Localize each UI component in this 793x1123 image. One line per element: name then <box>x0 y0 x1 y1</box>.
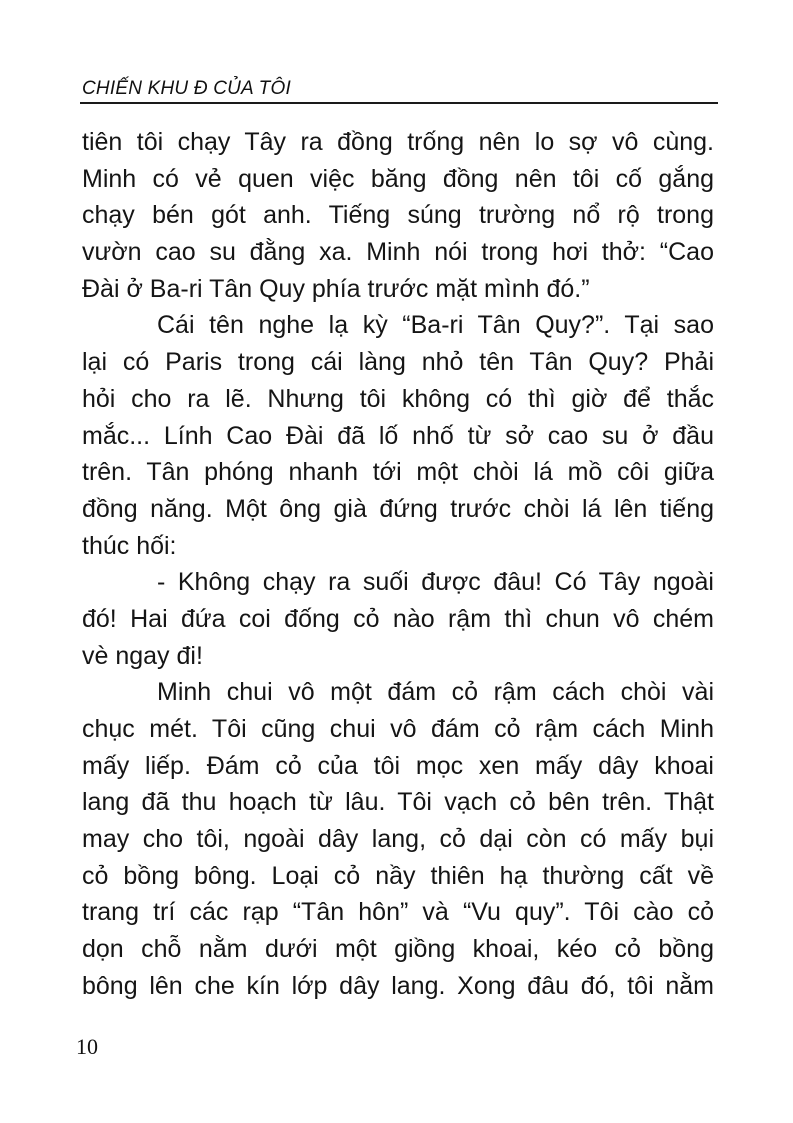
body-text <box>82 124 714 1005</box>
text-line: - Không chạy ra suối được đâu! Có Tây ngoài <box>157 568 714 597</box>
text-line: thúc hối: <box>82 531 177 560</box>
text-line: vè ngay đi! <box>82 641 203 670</box>
text-line: Cái tên nghe lạ kỳ “Ba-ri Tân Quy?”. Tại sao <box>157 311 714 340</box>
text-line: lại có Paris trong cái làng nhỏ tên Tân Quy? Phải <box>82 348 714 377</box>
text-line: đồng năng. Một ông già đứng trước chòi lá lên tiếng <box>82 494 714 523</box>
text-line: cỏ bồng bông. Loại cỏ nầy thiên hạ thường cất về <box>82 861 714 890</box>
page-number: 10 <box>76 1034 98 1059</box>
text-line: chạy bén gót anh. Tiếng súng trường nổ rộ trong <box>82 201 714 230</box>
text-line: dọn chỗ nằm dưới một giồng khoai, kéo cỏ bồng <box>82 935 714 964</box>
text-line: lang đã thu hoạch từ lâu. Tôi vạch cỏ bên trên. Thật <box>82 788 714 817</box>
text-line: Đài ở Ba-ri Tân Quy phía trước mặt mình đó.” <box>82 274 590 303</box>
text-line: tiên tôi chạy Tây ra đồng trống nên lo sợ vô cùng. <box>82 128 714 156</box>
running-head-title: CHIẾN KHU Đ CỦA TÔI <box>82 78 291 99</box>
text-line: trên. Tân phóng nhanh tới một chòi lá mồ côi giữa <box>82 458 714 487</box>
text-line: bông lên che kín lớp dây lang. Xong đâu đó, tôi nằm <box>82 971 714 1000</box>
text-line: đó! Hai đứa coi đống cỏ nào rậm thì chun vô chém <box>82 604 714 633</box>
text-line: Minh có vẻ quen việc băng đồng nên tôi cố gắng <box>82 164 714 193</box>
text-line: chục mét. Tôi cũng chui vô đám cỏ rậm cách Minh <box>82 715 714 743</box>
text-line: mắc... Lính Cao Đài đã lố nhố từ sở cao su ở đầu <box>82 421 714 450</box>
text-line: Minh chui vô một đám cỏ rậm cách chòi vài <box>157 678 714 707</box>
text-line: trang trí các rạp “Tân hôn” và “Vu quy”. Tôi cào cỏ <box>82 898 714 927</box>
header-rule <box>80 102 718 104</box>
text-line: vườn cao su đằng xa. Minh nói trong hơi thở: “Cao <box>82 238 714 267</box>
text-line: may cho tôi, ngoài dây lang, cỏ dại còn có mấy bụi <box>82 825 714 854</box>
text-line: mấy liếp. Đám cỏ của tôi mọc xen mấy dây khoai <box>82 751 714 780</box>
text-line: hỏi cho ra lẽ. Nhưng tôi không có thì giờ để thắc <box>82 384 714 413</box>
